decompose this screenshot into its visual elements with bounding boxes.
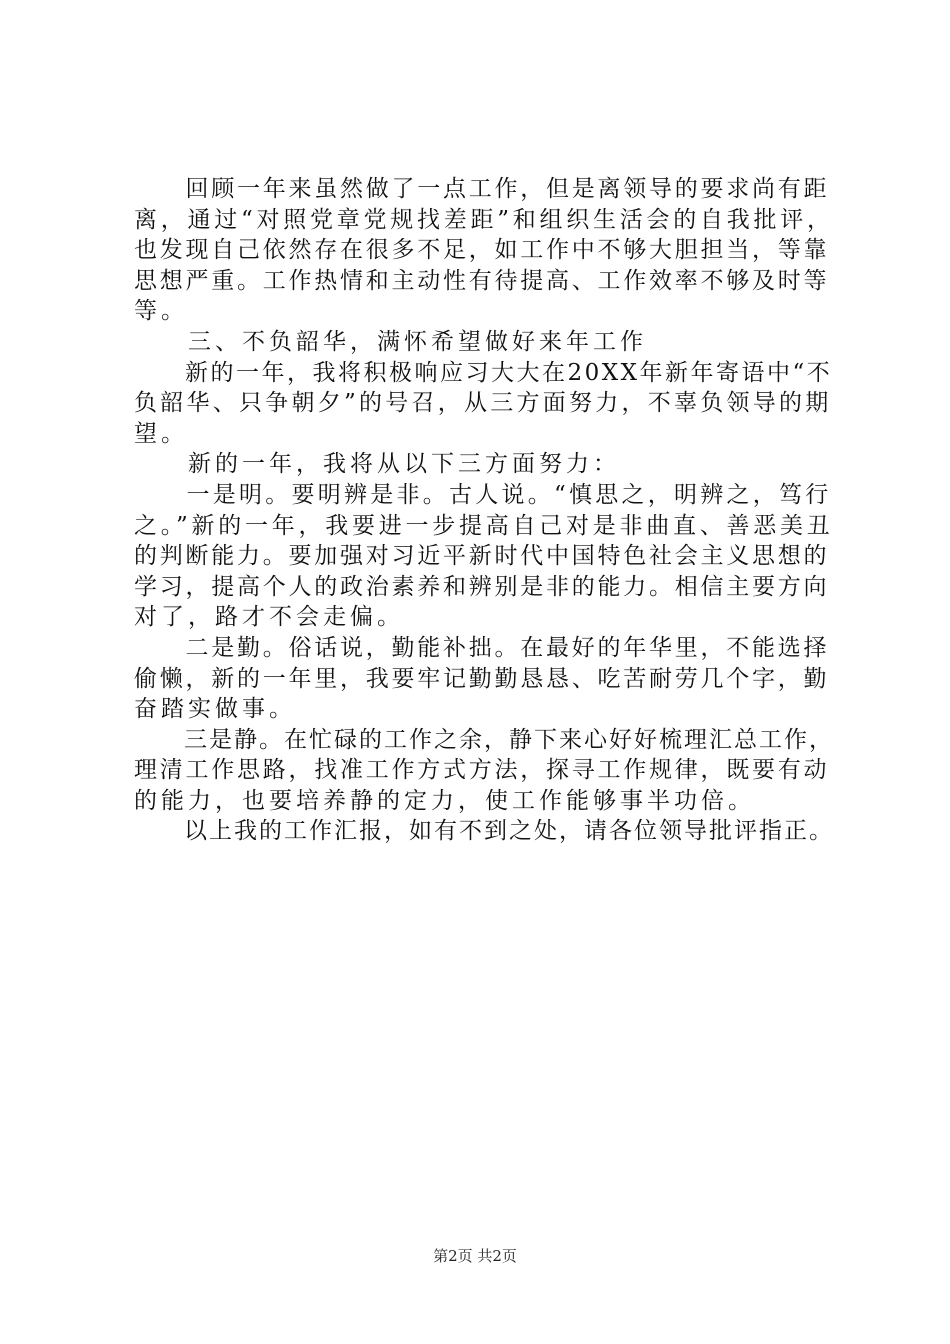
- page-footer: [0, 1245, 950, 1266]
- text-line: 等。: [134, 298, 188, 325]
- text-line: 奋踏实做事。: [134, 696, 296, 723]
- text-line: 新的一年，我将从以下三方面努力：: [134, 451, 620, 478]
- text-line: 负韶华、只争朝夕”的号召，从三方面努力，不辜负领导的期: [134, 390, 832, 417]
- page-number-label: 第2页 共2页: [433, 1247, 517, 1265]
- text-line: 回顾一年来虽然做了一点工作，但是离领导的要求尚有距: [134, 176, 830, 202]
- text-line: 也发现自己依然存在很多不足，如工作中不够大胆担当，等靠: [134, 237, 830, 264]
- text-line: 理清工作思路，找准工作方式方法，探寻工作规律，既要有动: [134, 757, 830, 784]
- text-line: 之。”新的一年，我要进一步提高自己对是非曲直、善恶美丑: [134, 512, 834, 539]
- text-line: 的能力，也要培养静的定力，使工作能够事半功倍。: [134, 787, 755, 814]
- text-line: 思想严重。工作热情和主动性有待提高、工作效率不够及时等: [134, 267, 830, 294]
- text-line: 对了，路才不会走偏。: [134, 604, 404, 631]
- text-line: 学习，提高个人的政治素养和辨别是非的能力。相信主要方向: [134, 573, 830, 600]
- text-line: 二是勤。俗话说，勤能补拙。在最好的年华里，不能选择: [134, 634, 830, 661]
- text-line: 三是静。在忙碌的工作之余，静下来心好好梳理汇总工作，: [134, 726, 834, 753]
- text-line: 新的一年，我将积极响应习大大在20XX年新年寄语中“不: [134, 359, 833, 386]
- text-line: 以上我的工作汇报，如有不到之处，请各位领导批评指正。: [134, 818, 834, 845]
- text-line: 离，通过“对照党章党规找差距”和组织生活会的自我批评，: [134, 206, 834, 233]
- text-line: 一是明。要明辨是非。古人说。“慎思之，明辨之，笃行: [134, 481, 832, 508]
- section-heading: 三、不负韶华，满怀希望做好来年工作: [134, 328, 647, 355]
- document-body: [134, 174, 834, 847]
- text-line: 的判断能力。要加强对习近平新时代中国特色社会主义思想的: [134, 543, 830, 570]
- text-line: 偷懒，新的一年里，我要牢记勤勤恳恳、吃苦耐劳几个字，勤: [134, 665, 830, 692]
- text-line: 望。: [134, 420, 188, 447]
